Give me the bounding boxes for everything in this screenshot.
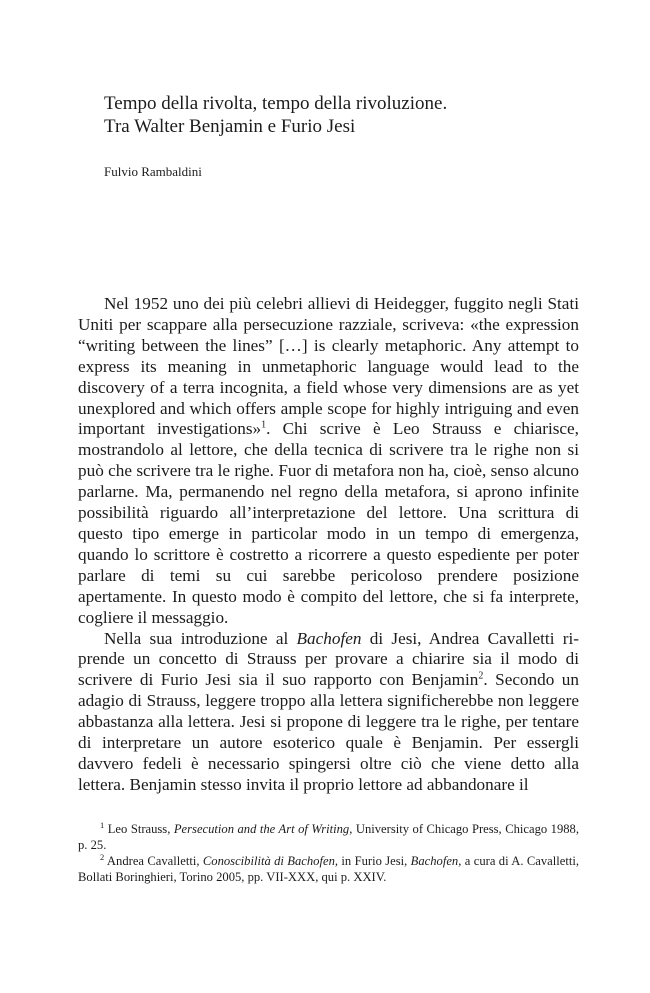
footnote-2 xyxy=(78,853,579,885)
paragraph-2-text-a: Nella sua introduzione al xyxy=(104,628,297,648)
title-line-2: Tra Walter Benjamin e Furio Jesi xyxy=(104,116,356,137)
footnotes xyxy=(78,821,579,885)
body-paragraph-2 xyxy=(78,629,579,796)
title-line-1: Tempo della rivolta, tempo della rivoluzione. xyxy=(104,93,448,114)
paragraph-1-text-b: . Chi scrive è Leo Strauss e chiarisce, mostrandolo al lettore, che della tecnica di scrivere tra le righe non si può che scrivere tra le righe. Fuor di metafora non ha, cioè, senso alcuno parlarne. Ma, permanendo nel regno della metafora, si aprono infinite possibilità riguardo all’interpretazione del lettore. Una scrittura di questo tipo emerge in particolar modo in un tempo di emergenza, quando lo scrittore è costretto a ricorrere a questo espediente per poter parlare di temi su cui sarebbe pericoloso prendere posizione apertamente. In questo modo è compito del lettore, che si fa interprete, cogliere il messaggio. xyxy=(78,419,579,627)
footnote-ref-2[interactable]: 2 xyxy=(478,670,484,682)
footnote-1-post: , University of Chicago Press, Chicago 1988, p. 25. xyxy=(78,822,580,852)
paragraph-1-text-a: Nel 1952 uno dei più celebri allievi di Heidegger, fuggito negli Stati Uniti per scappare alla persecuzione razziale, scriveva: «the expression “writing between the lines” […] is clearly metaphoric. Any attempt to express its meaning in unmetaphoric language would lead to the discovery of a terra incognita, a field whose very dimensions are as yet unexplored and which offers ample scope for highly intriguing and even important investigations» xyxy=(78,294,579,439)
paragraph-2-italic-title: Bachofen xyxy=(296,628,362,648)
footnote-2-italic: Conoscibilità di Bachofen, xyxy=(202,854,339,868)
author-name: Fulvio Rambaldini xyxy=(104,164,202,179)
footnote-1-pre: Leo Strauss, xyxy=(104,822,174,836)
paragraph-2-text-c: . Secondo un adagio di Strauss, leggere troppo alla lettera significherebbe non leggere abbastanza alla lettera. Jesi si propone di leggere tra le righe, per tentare di interpretare un autore esoterico quale è Benjamin. Per essergli davvero fedeli è necessario spingersi oltre ciò che viene detto alla lettera. Benjamin stesso invita il proprio lettore ad abbandonare il xyxy=(78,670,579,794)
paragraph-2-text-b: di Jesi, Andrea Cavalletti riprende un concetto di Strauss per provare a chiarire sia il modo di scrivere di Furio Jesi sia il suo rapporto con Benjamin xyxy=(78,628,579,690)
footnote-2-mark: 2 xyxy=(100,851,105,862)
footnote-1 xyxy=(78,821,579,853)
footnote-1-mark: 1 xyxy=(100,819,105,830)
article-title xyxy=(104,92,584,138)
body-paragraph-1 xyxy=(78,294,579,629)
article-body xyxy=(78,294,579,796)
footnote-ref-1[interactable]: 1 xyxy=(261,419,267,431)
footnote-2-mid: in Furio Jesi, xyxy=(338,854,411,868)
footnote-2-post: , a cura di A. Cavalletti, Bollati Boringhieri, Torino 2005, pp. VII-XXX, qui p. XXIV. xyxy=(78,854,579,884)
footnote-2-italic-2: Bachofen xyxy=(410,854,459,868)
footnote-1-italic: Persecution and the Art of Writing xyxy=(173,822,350,836)
footnote-2-pre: Andrea Cavalletti, xyxy=(104,854,203,868)
